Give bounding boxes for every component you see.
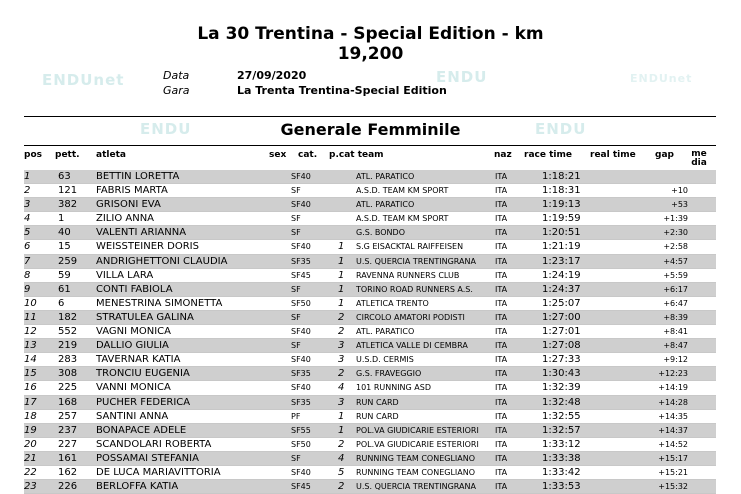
- cell-pos: 9: [24, 283, 31, 295]
- table-row[interactable]: [24, 198, 716, 212]
- cell-naz: ITA: [495, 467, 508, 477]
- divider: [24, 145, 716, 146]
- cell-pos: 2: [24, 185, 31, 197]
- cell-pett: 168: [58, 396, 78, 408]
- cell-athlete-name: WEISSTEINER DORIS: [96, 241, 199, 253]
- divider: [24, 116, 716, 117]
- cell-race-time: 1:27:08: [542, 340, 581, 352]
- cell-pos: 4: [24, 213, 31, 225]
- cell-team: A.S.D. TEAM KM SPORT: [356, 214, 449, 224]
- cell-naz: ITA: [495, 284, 508, 294]
- cell-pos: 22: [24, 466, 37, 478]
- page-title-distance: 19,200: [337, 44, 404, 64]
- table-row[interactable]: [24, 212, 716, 226]
- cell-pcat: 2: [338, 481, 345, 493]
- cell-gap: +14:19: [658, 383, 688, 393]
- data-value: 27/09/2020: [237, 69, 307, 82]
- cell-pcat: 3: [338, 340, 345, 352]
- cell-cat: SF40: [291, 467, 311, 477]
- table-row[interactable]: [24, 339, 716, 353]
- cell-gap: +15:32: [658, 482, 688, 492]
- col-pos[interactable]: pos: [24, 150, 42, 160]
- gara-value: La Trenta Trentina-Special Edition: [237, 84, 447, 97]
- cell-pos: 12: [24, 326, 37, 338]
- cell-pcat: 2: [338, 326, 345, 338]
- cell-pett: 121: [58, 185, 78, 197]
- section-title: Generale Femminile: [280, 120, 461, 139]
- cell-race-time: 1:27:01: [542, 326, 581, 338]
- cell-naz: ITA: [495, 453, 508, 463]
- cell-naz: ITA: [495, 439, 508, 449]
- cell-pcat: 1: [338, 297, 345, 309]
- table-row[interactable]: [24, 311, 716, 325]
- cell-race-time: 1:23:17: [542, 255, 581, 267]
- cell-gap: +6:47: [663, 298, 688, 308]
- cell-pcat: 1: [338, 424, 345, 436]
- cell-gap: +14:35: [658, 411, 688, 421]
- cell-team: RUN CARD: [356, 411, 399, 421]
- cell-athlete-name: ANDRIGHETTONI CLAUDIA: [96, 255, 228, 267]
- col-atleta[interactable]: atleta: [96, 150, 126, 160]
- cell-athlete-name: DE LUCA MARIAVITTORIA: [96, 466, 221, 478]
- table-row[interactable]: [24, 255, 716, 269]
- cell-pett: 15: [58, 241, 71, 253]
- cell-team: ATL. PARATICO: [356, 172, 415, 181]
- cell-pett: 237: [58, 424, 78, 436]
- cell-naz: ITA: [495, 214, 508, 224]
- watermark: ENDU: [535, 120, 587, 138]
- cell-cat: SF50: [291, 298, 311, 308]
- cell-pos: 19: [24, 424, 37, 436]
- cell-race-time: 1:33:53: [542, 481, 581, 493]
- cell-gap: +12:23: [658, 369, 688, 379]
- cell-pos: 17: [24, 396, 37, 408]
- cell-pcat: 3: [338, 354, 345, 366]
- cell-cat: SF45: [291, 482, 311, 492]
- cell-athlete-name: SCANDOLARI ROBERTA: [96, 438, 212, 450]
- table-row[interactable]: [24, 367, 716, 381]
- cell-team: U.S. QUERCIA TRENTINGRANA: [356, 482, 476, 492]
- cell-athlete-name: PUCHER FEDERICA: [96, 396, 191, 408]
- col-naz[interactable]: naz: [494, 150, 512, 160]
- cell-race-time: 1:33:38: [542, 452, 581, 464]
- cell-pcat: 1: [338, 269, 345, 281]
- cell-cat: SF: [291, 341, 301, 351]
- cell-pcat: 1: [338, 255, 345, 267]
- table-row[interactable]: [24, 466, 716, 480]
- cell-team: U.S.D. CERMIS: [356, 355, 414, 365]
- cell-athlete-name: STRATULEA GALINA: [96, 311, 194, 323]
- cell-gap: +1:39: [663, 214, 688, 224]
- cell-naz: ITA: [495, 270, 508, 280]
- cell-athlete-name: POSSAMAI STEFANIA: [96, 452, 199, 464]
- cell-pos: 11: [24, 311, 37, 323]
- cell-gap: +9:12: [663, 355, 688, 365]
- table-row[interactable]: [24, 283, 716, 297]
- cell-pcat: 1: [338, 283, 345, 295]
- cell-cat: SF35: [291, 369, 311, 379]
- cell-race-time: 1:18:21: [542, 171, 581, 182]
- cell-gap: +14:28: [658, 397, 688, 407]
- cell-race-time: 1:19:13: [542, 199, 581, 211]
- cell-naz: ITA: [495, 327, 508, 337]
- page-title: La 30 Trentina - Special Edition - km: [197, 24, 544, 44]
- cell-cat: SF: [291, 312, 301, 322]
- cell-team: RUNNING TEAM CONEGLIANO: [356, 453, 476, 463]
- cell-pett: 182: [58, 311, 78, 323]
- table-row[interactable]: [24, 452, 716, 466]
- cell-cat: SF: [291, 453, 301, 463]
- cell-naz: ITA: [495, 242, 508, 252]
- cell-pcat: 4: [338, 382, 345, 394]
- cell-race-time: 1:27:33: [542, 354, 581, 366]
- cell-pos: 6: [24, 241, 31, 253]
- cell-cat: SF35: [291, 397, 311, 407]
- cell-pett: 61: [58, 283, 71, 295]
- col-pcat-team[interactable]: p.cat team: [329, 150, 384, 160]
- cell-naz: ITA: [495, 200, 508, 210]
- cell-pos: 15: [24, 368, 37, 380]
- cell-cat: SF40: [291, 200, 311, 210]
- data-label: Data: [163, 69, 190, 82]
- cell-athlete-name: FABRIS MARTA: [96, 185, 168, 197]
- cell-cat: SF: [291, 284, 301, 294]
- cell-naz: ITA: [495, 228, 508, 238]
- cell-naz: ITA: [495, 341, 508, 351]
- cell-team: ATL. PARATICO: [356, 200, 415, 210]
- cell-pett: 6: [58, 297, 65, 309]
- cell-naz: ITA: [495, 383, 508, 393]
- cell-pos: 14: [24, 354, 37, 366]
- cell-pos: 5: [24, 227, 31, 239]
- cell-pcat: 4: [338, 452, 345, 464]
- cell-pos: 8: [24, 269, 31, 281]
- cell-race-time: 1:25:07: [542, 297, 581, 309]
- cell-pos: 3: [24, 199, 31, 211]
- cell-pett: 257: [58, 410, 78, 422]
- cell-pcat: 2: [338, 438, 345, 450]
- table-row[interactable]: [24, 381, 716, 395]
- table-row[interactable]: [24, 184, 716, 198]
- table-row[interactable]: [24, 410, 716, 424]
- cell-naz: ITA: [495, 425, 508, 435]
- watermark: ENDUnet: [42, 71, 125, 89]
- cell-cat: SF40: [291, 172, 311, 181]
- table-row[interactable]: [24, 424, 716, 438]
- cell-naz: ITA: [495, 312, 508, 322]
- cell-pett: 552: [58, 326, 78, 338]
- cell-pett: 308: [58, 368, 78, 380]
- cell-athlete-name: VANNI MONICA: [96, 382, 171, 394]
- cell-race-time: 1:33:42: [542, 466, 581, 478]
- col-gap[interactable]: gap: [655, 150, 674, 160]
- table-row[interactable]: [24, 170, 716, 184]
- cell-team: U.S. QUERCIA TRENTINGRANA: [356, 256, 476, 266]
- cell-gap: +14:52: [658, 439, 688, 449]
- cell-race-time: 1:21:19: [542, 241, 581, 253]
- col-real-time[interactable]: real time: [590, 150, 636, 160]
- cell-pcat: 2: [338, 368, 345, 380]
- cell-gap: +14:37: [658, 425, 688, 435]
- cell-pett: 40: [58, 227, 71, 239]
- cell-pett: 283: [58, 354, 78, 366]
- cell-gap: +2:30: [663, 228, 688, 238]
- cell-gap: +5:59: [663, 270, 688, 280]
- cell-race-time: 1:27:00: [542, 311, 581, 323]
- cell-gap: +8:39: [663, 312, 688, 322]
- col-pett[interactable]: pett.: [55, 150, 80, 160]
- col-sex[interactable]: sex: [269, 150, 287, 160]
- cell-naz: ITA: [495, 369, 508, 379]
- cell-team: G.S. BONDO: [356, 228, 405, 238]
- cell-team: ATL. PARATICO: [356, 327, 415, 337]
- col-race-time[interactable]: race time: [524, 150, 572, 160]
- cell-team: ATLETICA VALLE DI CEMBRA: [356, 341, 468, 351]
- cell-pos: 13: [24, 340, 37, 352]
- cell-pos: 10: [24, 297, 37, 309]
- cell-pcat: 3: [338, 396, 345, 408]
- cell-race-time: 1:24:37: [542, 283, 581, 295]
- table-row[interactable]: [24, 240, 716, 254]
- cell-team: ATLETICA TRENTO: [356, 298, 429, 308]
- cell-athlete-name: TRONCIU EUGENIA: [96, 368, 190, 380]
- cell-gap: +15:17: [658, 453, 688, 463]
- cell-pett: 59: [58, 269, 71, 281]
- cell-athlete-name: MENESTRINA SIMONETTA: [96, 297, 223, 309]
- cell-pett: 162: [58, 466, 78, 478]
- cell-pos: 7: [24, 255, 31, 267]
- gara-label: Gara: [163, 84, 190, 97]
- cell-race-time: 1:30:43: [542, 368, 581, 380]
- cell-team: RUN CARD: [356, 397, 399, 407]
- cell-gap: +2:58: [663, 242, 688, 252]
- cell-cat: SF: [291, 186, 301, 196]
- cell-pett: 382: [58, 199, 78, 211]
- cell-gap: +15:21: [658, 467, 688, 477]
- cell-cat: SF40: [291, 383, 311, 393]
- cell-naz: ITA: [495, 172, 508, 181]
- table-row[interactable]: [24, 438, 716, 452]
- cell-pett: 226: [58, 481, 78, 493]
- cell-athlete-name: VAGNI MONICA: [96, 326, 171, 338]
- table-header: [24, 150, 716, 166]
- cell-team: RUNNING TEAM CONEGLIANO: [356, 467, 476, 477]
- watermark: ENDU: [140, 120, 192, 138]
- cell-athlete-name: ZILIO ANNA: [96, 213, 155, 225]
- cell-team: POL.VA GIUDICARIE ESTERIORI: [356, 425, 479, 435]
- cell-race-time: 1:33:12: [542, 438, 581, 450]
- cell-gap: +6:17: [663, 284, 688, 294]
- cell-athlete-name: TAVERNAR KATIA: [96, 354, 181, 366]
- table-row[interactable]: [24, 325, 716, 339]
- cell-race-time: 1:24:19: [542, 269, 581, 281]
- cell-pcat: 2: [338, 311, 345, 323]
- cell-naz: ITA: [495, 411, 508, 421]
- cell-athlete-name: CONTI FABIOLA: [96, 283, 173, 295]
- cell-pos: 1: [24, 171, 31, 182]
- col-media[interactable]: media: [691, 149, 707, 168]
- cell-cat: SF50: [291, 439, 311, 449]
- cell-race-time: 1:20:51: [542, 227, 581, 239]
- cell-athlete-name: SANTINI ANNA: [96, 410, 169, 422]
- table-row[interactable]: [24, 297, 716, 311]
- cell-cat: SF45: [291, 270, 311, 280]
- cell-athlete-name: VILLA LARA: [96, 269, 154, 281]
- watermark: ENDUnet: [630, 72, 693, 85]
- cell-pos: 18: [24, 410, 37, 422]
- cell-pos: 23: [24, 481, 37, 493]
- table-row[interactable]: [24, 480, 716, 494]
- cell-pcat: 1: [338, 241, 345, 253]
- cell-team: A.S.D. TEAM KM SPORT: [356, 186, 449, 196]
- cell-pcat: 5: [338, 466, 345, 478]
- watermark: ENDU: [436, 68, 488, 86]
- cell-race-time: 1:32:57: [542, 424, 581, 436]
- cell-naz: ITA: [495, 355, 508, 365]
- cell-pos: 21: [24, 452, 37, 464]
- cell-team: POL.VA GIUDICARIE ESTERIORI: [356, 439, 479, 449]
- cell-pett: 1: [58, 213, 65, 225]
- cell-pett: 219: [58, 340, 78, 352]
- cell-race-time: 1:19:59: [542, 213, 581, 225]
- cell-team: CIRCOLO AMATORI PODISTI: [356, 312, 465, 322]
- cell-cat: SF40: [291, 242, 311, 252]
- cell-pett: 259: [58, 255, 78, 267]
- cell-race-time: 1:18:31: [542, 185, 581, 197]
- table-row[interactable]: [24, 269, 716, 283]
- cell-naz: ITA: [495, 397, 508, 407]
- cell-gap: +53: [671, 200, 688, 210]
- results-table: [24, 170, 716, 494]
- table-row[interactable]: [24, 226, 716, 240]
- cell-team: TORINO ROAD RUNNERS A.S.: [356, 284, 473, 294]
- cell-pett: 227: [58, 438, 78, 450]
- cell-athlete-name: DALLIO GIULIA: [96, 340, 169, 352]
- cell-pett: 161: [58, 452, 78, 464]
- cell-naz: ITA: [495, 298, 508, 308]
- cell-athlete-name: BERLOFFA KATIA: [96, 481, 179, 493]
- cell-naz: ITA: [495, 256, 508, 266]
- cell-team: 101 RUNNING ASD: [356, 383, 431, 393]
- cell-race-time: 1:32:55: [542, 410, 581, 422]
- cell-athlete-name: VALENTI ARIANNA: [96, 227, 187, 239]
- cell-pett: 63: [58, 171, 71, 182]
- cell-athlete-name: GRISONI EVA: [96, 199, 161, 211]
- cell-race-time: 1:32:48: [542, 396, 581, 408]
- table-row[interactable]: [24, 353, 716, 367]
- cell-athlete-name: BONAPACE ADELE: [96, 424, 187, 436]
- cell-cat: SF40: [291, 327, 311, 337]
- cell-pcat: 1: [338, 410, 345, 422]
- cell-race-time: 1:32:39: [542, 382, 581, 394]
- col-cat[interactable]: cat.: [298, 150, 318, 160]
- cell-pos: 20: [24, 438, 37, 450]
- cell-gap: +8:47: [663, 341, 688, 351]
- cell-team: S.G EISACKTAL RAIFFEISEN: [356, 242, 464, 252]
- cell-gap: +4:57: [663, 256, 688, 266]
- cell-pos: 16: [24, 382, 37, 394]
- cell-cat: PF: [291, 411, 301, 421]
- cell-gap: +10: [671, 186, 688, 196]
- cell-cat: SF: [291, 228, 301, 238]
- cell-team: RAVENNA RUNNERS CLUB: [356, 270, 460, 280]
- cell-team: G.S. FRAVEGGIO: [356, 369, 422, 379]
- cell-cat: SF: [291, 214, 301, 224]
- cell-cat: SF40: [291, 355, 311, 365]
- cell-naz: ITA: [495, 186, 508, 196]
- cell-cat: SF55: [291, 425, 311, 435]
- cell-gap: +8:41: [663, 327, 688, 337]
- cell-cat: SF35: [291, 256, 311, 266]
- table-row[interactable]: [24, 396, 716, 410]
- cell-pett: 225: [58, 382, 78, 394]
- cell-athlete-name: BETTIN LORETTA: [96, 171, 180, 182]
- cell-naz: ITA: [495, 482, 508, 492]
